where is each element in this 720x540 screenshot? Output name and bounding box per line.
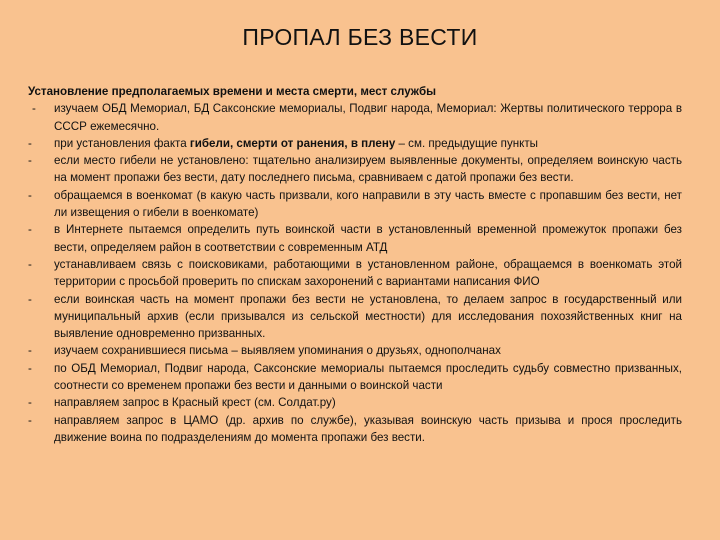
section-heading: Установление предполагаемых времени и места смерти, мест службы [28,85,437,98]
list-item-text: если место гибели не установлено: тщательно анализируем выявленные документы, определяем воинскую часть на момент пропажи без вести, дату последнего письма, сравниваем с датой пропажи без вести. [54,154,682,185]
list-item [28,342,682,359]
list-item [28,291,682,343]
list-item-text [54,135,682,152]
list-dash: - [28,188,32,202]
list-item-text: если воинская часть на момент пропажи без вести не установлена, то делаем запрос в государственный или муниципальный архив (если призывался из сельской местности) для исследования похозяйственных книг на выявление одновременно призванных. [54,292,682,341]
content-body [28,83,682,446]
list-dash: - [28,361,32,375]
list-item-text: в Интернете пытаемся определить путь воинской части в установленный временной промежуток пропажи без вести, определяем район в соответствии с современным АТД [54,223,682,254]
list-item-text: направляем запрос в ЦАМО (др. архив по службе), указывая воинскую часть призыва и прося проследить движение воина по подразделениям до момента пропажи без вести. [54,413,682,444]
list-item-text: устанавливаем связь с поисковиками, работающими в установленном районе, обращаемся в военкомать этой территории с просьбой проверить по спискам захоронений с вариантами написания ФИО [54,257,682,289]
list-item [28,187,682,222]
list-dash: - [28,344,32,358]
list-item-bold-text: гибели, смерти от ранения, в плену [189,136,396,150]
list-item-text-after: – см. предыдущие пункты [395,136,538,150]
list-dash: - [32,102,36,116]
list-item [28,412,682,447]
list-item-text: изучаем ОБД Мемориал, БД Саксонские мемориалы, Подвиг народа, Мемориал: Жертвы политического террора в СССР ежемесячно. [54,102,682,133]
list-dash: - [28,223,32,237]
list-item [28,100,682,135]
slide-title: ПРОПАЛ БЕЗ ВЕСТИ [242,24,478,50]
list-dash: - [28,257,32,271]
list-item-text: по ОБД Мемориал, Подвиг народа, Саксонские мемориалы пытаемся проследить судьбу совместно призванных, соотнести со временем пропажи без вести и данными о воинской части [54,361,682,393]
list-dash: - [28,413,32,427]
list-item [28,152,682,187]
list-item [28,394,682,411]
list-item-text-before: при установления факта [54,136,190,150]
list-item-text: обращаемся в военкомат (в какую часть призвали, кого направили в эту часть вместе с пропавшим без вести, нет ли извещения о гибели в военкомате) [54,188,682,220]
list-dash: - [28,136,32,150]
list-item [28,256,682,291]
list-item-text: направляем запрос в Красный крест (см. Солдат.ру) [54,396,336,410]
list-dash: - [28,154,32,168]
list-item [28,135,682,152]
list-dash: - [28,396,32,410]
list-item [28,360,682,395]
list-item [28,221,682,256]
list-item-text: изучаем сохранившиеся письма – выявляем упоминания о друзьях, однополчанах [54,344,501,358]
list-dash: - [28,292,32,306]
